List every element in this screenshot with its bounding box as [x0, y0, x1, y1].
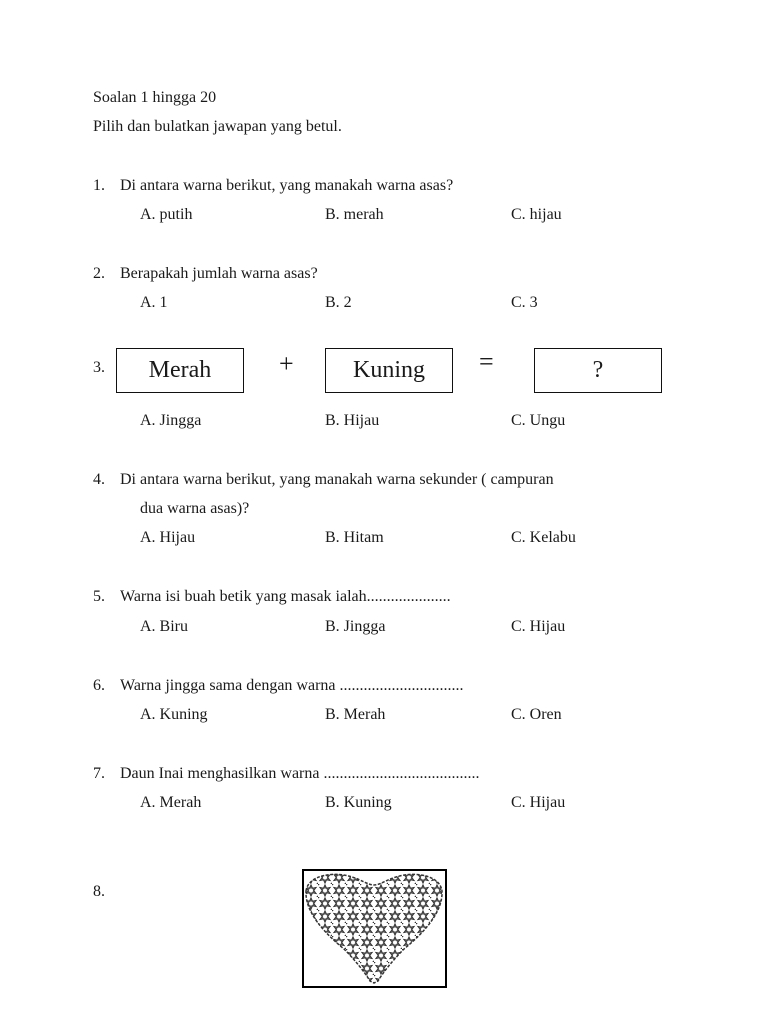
- option-b[interactable]: B. merah: [325, 206, 384, 223]
- question-text: Di antara warna berikut, yang manakah warna sekunder ( campuran: [120, 471, 554, 488]
- page-title: Soalan 1 hingga 20: [93, 89, 217, 106]
- question-number: 7.: [93, 765, 105, 782]
- answer-box: ?: [534, 348, 662, 393]
- option-b[interactable]: B. Kuning: [325, 794, 392, 811]
- option-a[interactable]: A. 1: [140, 294, 168, 311]
- option-a[interactable]: A. putih: [140, 206, 193, 223]
- option-a[interactable]: A. Kuning: [140, 706, 208, 723]
- heart-picture-frame: [302, 869, 447, 988]
- question-text: Warna isi buah betik yang masak ialah.....................: [120, 588, 451, 605]
- plus-sign: +: [279, 349, 294, 378]
- option-b[interactable]: B. 2: [325, 294, 352, 311]
- option-b[interactable]: B. Hijau: [325, 412, 380, 429]
- question-number: 5.: [93, 588, 105, 605]
- question-number: 2.: [93, 265, 105, 282]
- color-box-kuning: Kuning: [325, 348, 453, 393]
- option-a[interactable]: A. Hijau: [140, 529, 196, 546]
- option-c[interactable]: C. Ungu: [511, 412, 566, 429]
- question-number: 6.: [93, 677, 105, 694]
- question-text-continued: dua warna asas)?: [140, 500, 250, 517]
- question-number: 8.: [93, 883, 105, 900]
- question-number: 3.: [93, 359, 105, 376]
- option-c[interactable]: C. 3: [511, 294, 538, 311]
- question-text: Warna jingga sama dengan warna ...............................: [120, 677, 464, 694]
- option-c[interactable]: C. Oren: [511, 706, 562, 723]
- option-c[interactable]: C. hijau: [511, 206, 562, 223]
- color-box-merah: Merah: [116, 348, 244, 393]
- instruction-text: Pilih dan bulatkan jawapan yang betul.: [93, 118, 342, 135]
- question-number: 1.: [93, 177, 105, 194]
- option-a[interactable]: A. Jingga: [140, 412, 202, 429]
- option-b[interactable]: B. Merah: [325, 706, 386, 723]
- question-text: Daun Inai menghasilkan warna .......................................: [120, 765, 480, 782]
- option-c[interactable]: C. Kelabu: [511, 529, 576, 546]
- option-c[interactable]: C. Hijau: [511, 794, 566, 811]
- option-a[interactable]: A. Merah: [140, 794, 202, 811]
- question-text: Berapakah jumlah warna asas?: [120, 265, 318, 282]
- question-text: Di antara warna berikut, yang manakah warna asas?: [120, 177, 454, 194]
- option-a[interactable]: A. Biru: [140, 618, 188, 635]
- option-c[interactable]: C. Hijau: [511, 618, 566, 635]
- equals-sign: =: [479, 347, 494, 376]
- question-number: 4.: [93, 471, 105, 488]
- option-b[interactable]: B. Jingga: [325, 618, 386, 635]
- patterned-heart-image: [304, 871, 444, 985]
- option-b[interactable]: B. Hitam: [325, 529, 384, 546]
